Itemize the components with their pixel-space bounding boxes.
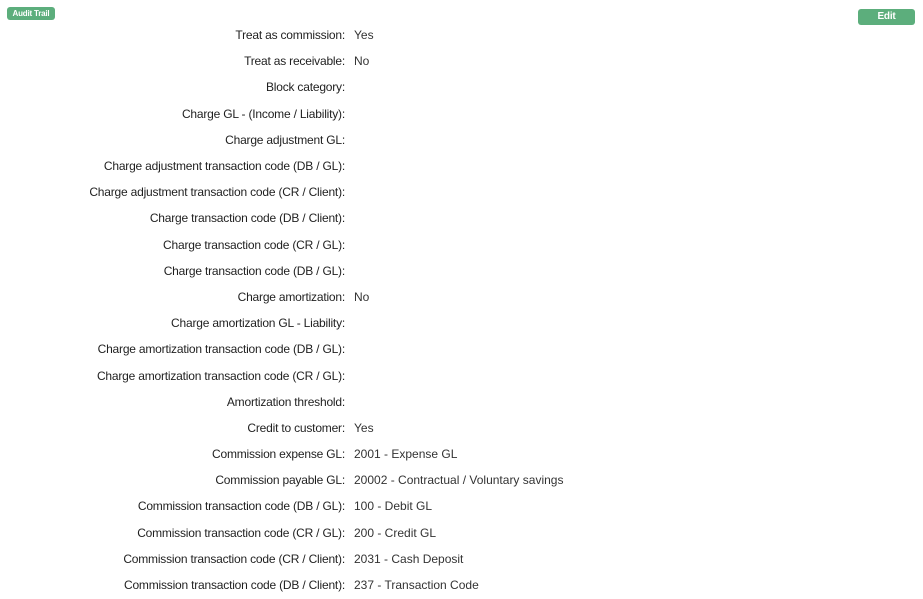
field-value: 20002 - Contractual / Voluntary savings (354, 473, 564, 488)
detail-row (0, 284, 923, 310)
detail-row (0, 22, 923, 48)
detail-row (0, 153, 923, 179)
field-label: Commission transaction code (CR / GL): (137, 525, 345, 540)
field-label: Charge GL - (Income / Liability): (181, 106, 345, 121)
audit-trail-button[interactable]: Audit Trail (7, 7, 55, 20)
field-label: Charge transaction code (DB / GL): (163, 263, 345, 278)
field-label: Treat as commission: (235, 28, 345, 43)
detail-row (0, 127, 923, 153)
field-value: Yes (354, 28, 374, 43)
detail-row (0, 101, 923, 127)
field-label: Commission transaction code (CR / Client): (123, 551, 345, 566)
field-label: Charge adjustment GL: (225, 132, 345, 147)
detail-row (0, 415, 923, 441)
field-value: 237 - Transaction Code (354, 578, 479, 593)
field-label: Charge amortization transaction code (DB / GL): (97, 342, 345, 357)
field-label: Commission transaction code (DB / GL): (137, 499, 345, 514)
detail-row (0, 74, 923, 100)
field-label: Block category: (265, 80, 345, 95)
detail-row (0, 572, 923, 598)
field-label: Commission payable GL: (215, 473, 345, 488)
field-label: Charge adjustment transaction code (DB / GL): (103, 159, 345, 174)
field-value: Yes (354, 420, 374, 435)
field-value: No (354, 289, 370, 304)
field-label: Commission transaction code (DB / Client): (123, 578, 345, 593)
detail-row (0, 441, 923, 467)
detail-row (0, 467, 923, 493)
edit-button[interactable]: Edit (858, 9, 915, 25)
detail-row (0, 232, 923, 258)
field-label: Charge amortization GL - Liability: (171, 316, 345, 331)
detail-row (0, 389, 923, 415)
detail-row (0, 520, 923, 546)
detail-row (0, 493, 923, 519)
field-value: 2001 - Expense GL (354, 447, 458, 462)
field-label: Amortization threshold: (226, 394, 345, 409)
field-label: Charge adjustment transaction code (CR / Client): (89, 185, 345, 200)
detail-row (0, 546, 923, 572)
field-label: Charge transaction code (CR / GL): (163, 237, 345, 252)
field-label: Credit to customer: (247, 420, 345, 435)
detail-row (0, 362, 923, 388)
field-label: Commission expense GL: (212, 447, 345, 462)
detail-row (0, 310, 923, 336)
detail-row (0, 336, 923, 362)
charge-details-list (0, 22, 923, 598)
field-label: Charge amortization: (237, 289, 345, 304)
field-value: 2031 - Cash Deposit (354, 551, 464, 566)
detail-row (0, 258, 923, 284)
field-value: No (354, 54, 370, 69)
field-label: Treat as receivable: (244, 54, 345, 69)
field-label: Charge transaction code (DB / Client): (149, 211, 345, 226)
field-label: Charge amortization transaction code (CR / GL): (96, 368, 345, 383)
detail-row (0, 179, 923, 205)
detail-row (0, 48, 923, 74)
detail-row (0, 205, 923, 231)
field-value: 200 - Credit GL (354, 525, 437, 540)
field-value: 100 - Debit GL (354, 499, 433, 514)
